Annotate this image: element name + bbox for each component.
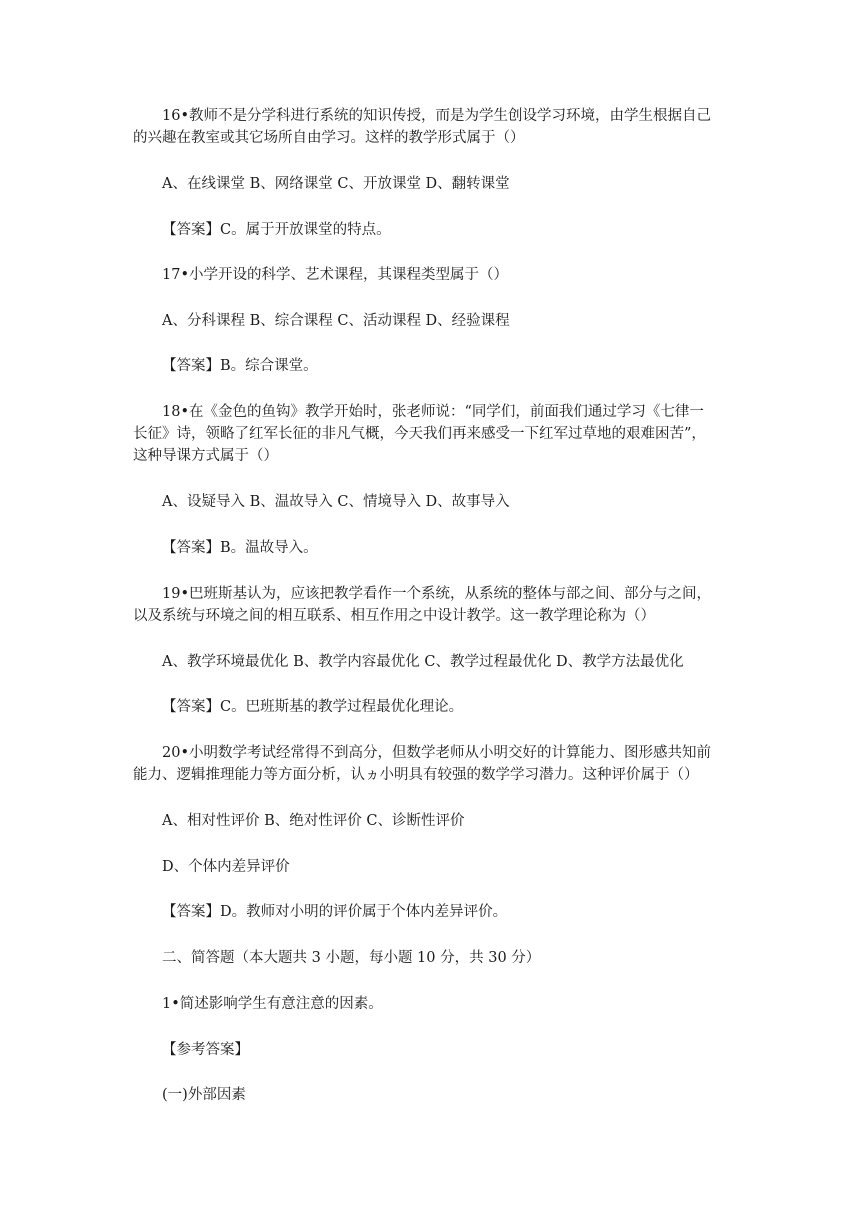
q19-options: A、教学环境最优化 B、教学内容最优化 C、教学过程最优化 D、教学方法最优化 bbox=[162, 654, 684, 670]
section2-title: 二、简答题（本大题共 3 小题，每小题 10 分，共 30 分） bbox=[162, 950, 541, 966]
q20-option-d: D、个体内差异评价 bbox=[162, 859, 290, 875]
q20-answer: 【答案】D。教师对小明的评价属于个体内差异评价。 bbox=[162, 904, 508, 920]
q17-answer: 【答案】B。综合课堂。 bbox=[162, 358, 318, 374]
q17-options: A、分科课程 B、综合课程 C、活动课程 D、经验课程 bbox=[162, 313, 510, 329]
q16-answer: 【答案】C。属于开放课堂的特点。 bbox=[162, 222, 391, 238]
reference-answer-label: 【参考答案】 bbox=[162, 1042, 249, 1058]
q19-answer: 【答案】C。巴班斯基的教学过程最优化理论。 bbox=[162, 699, 464, 715]
q20-options: A、相对性评价 B、绝对性评价 C、诊断性评价 bbox=[162, 813, 465, 829]
q18-options: A、设疑导入 B、温故导入 C、情境导入 D、故事导入 bbox=[162, 494, 510, 510]
q18-stem-line1: 18•在《金色的鱼钩》教学开始时，张老师说：“同学们，前面我们通过学习《七律一 bbox=[162, 404, 704, 420]
section2-q1: 1•简述影响学生有意注意的因素。 bbox=[162, 996, 383, 1012]
q16-options: A、在线课堂 B、网络课堂 C、开放课堂 D、翻转课堂 bbox=[162, 176, 510, 192]
sub-heading-external-factors: (一)外部因素 bbox=[162, 1087, 246, 1103]
q20-stem-line1: 20•小明数学考试经常得不到高分，但数学老师从小明交好的计算能力、图形感共知前 bbox=[162, 745, 712, 761]
q17-stem: 17•小学开设的科学、艺术课程，其课程类型属于（） bbox=[162, 267, 509, 283]
q16-stem-line2: 的兴趣在教室或其它场所自由学习。这样的教学形式属于（） bbox=[133, 130, 525, 146]
q20-stem-line2: 能力、逻辑推理能力等方面分析，认ヵ小明具有较强的数学学习潜力。这种评价属于（） bbox=[133, 767, 699, 783]
q16-stem-line1: 16•教师不是分学科进行系统的知识传授，而是为学生创设学习环境，由学生根据自己 bbox=[162, 108, 712, 124]
q19-stem-line1: 19•巴班斯基认为，应该把教学看作一个系统，从系统的整体与部之间、部分与之间， bbox=[162, 586, 712, 602]
q19-stem-line2: 以及系统与环境之间的相互联系、相互作用之中设计教学。这一教学理论称为（） bbox=[133, 608, 655, 624]
q18-stem-line3: 这种导课方式属于（） bbox=[133, 448, 278, 464]
q18-stem-line2: 长征》诗，领略了红军长征的非凡气概，今天我们再来感受一下红军过草地的艰难困苦”， bbox=[133, 426, 706, 442]
q18-answer: 【答案】B。温故导入。 bbox=[162, 540, 318, 556]
